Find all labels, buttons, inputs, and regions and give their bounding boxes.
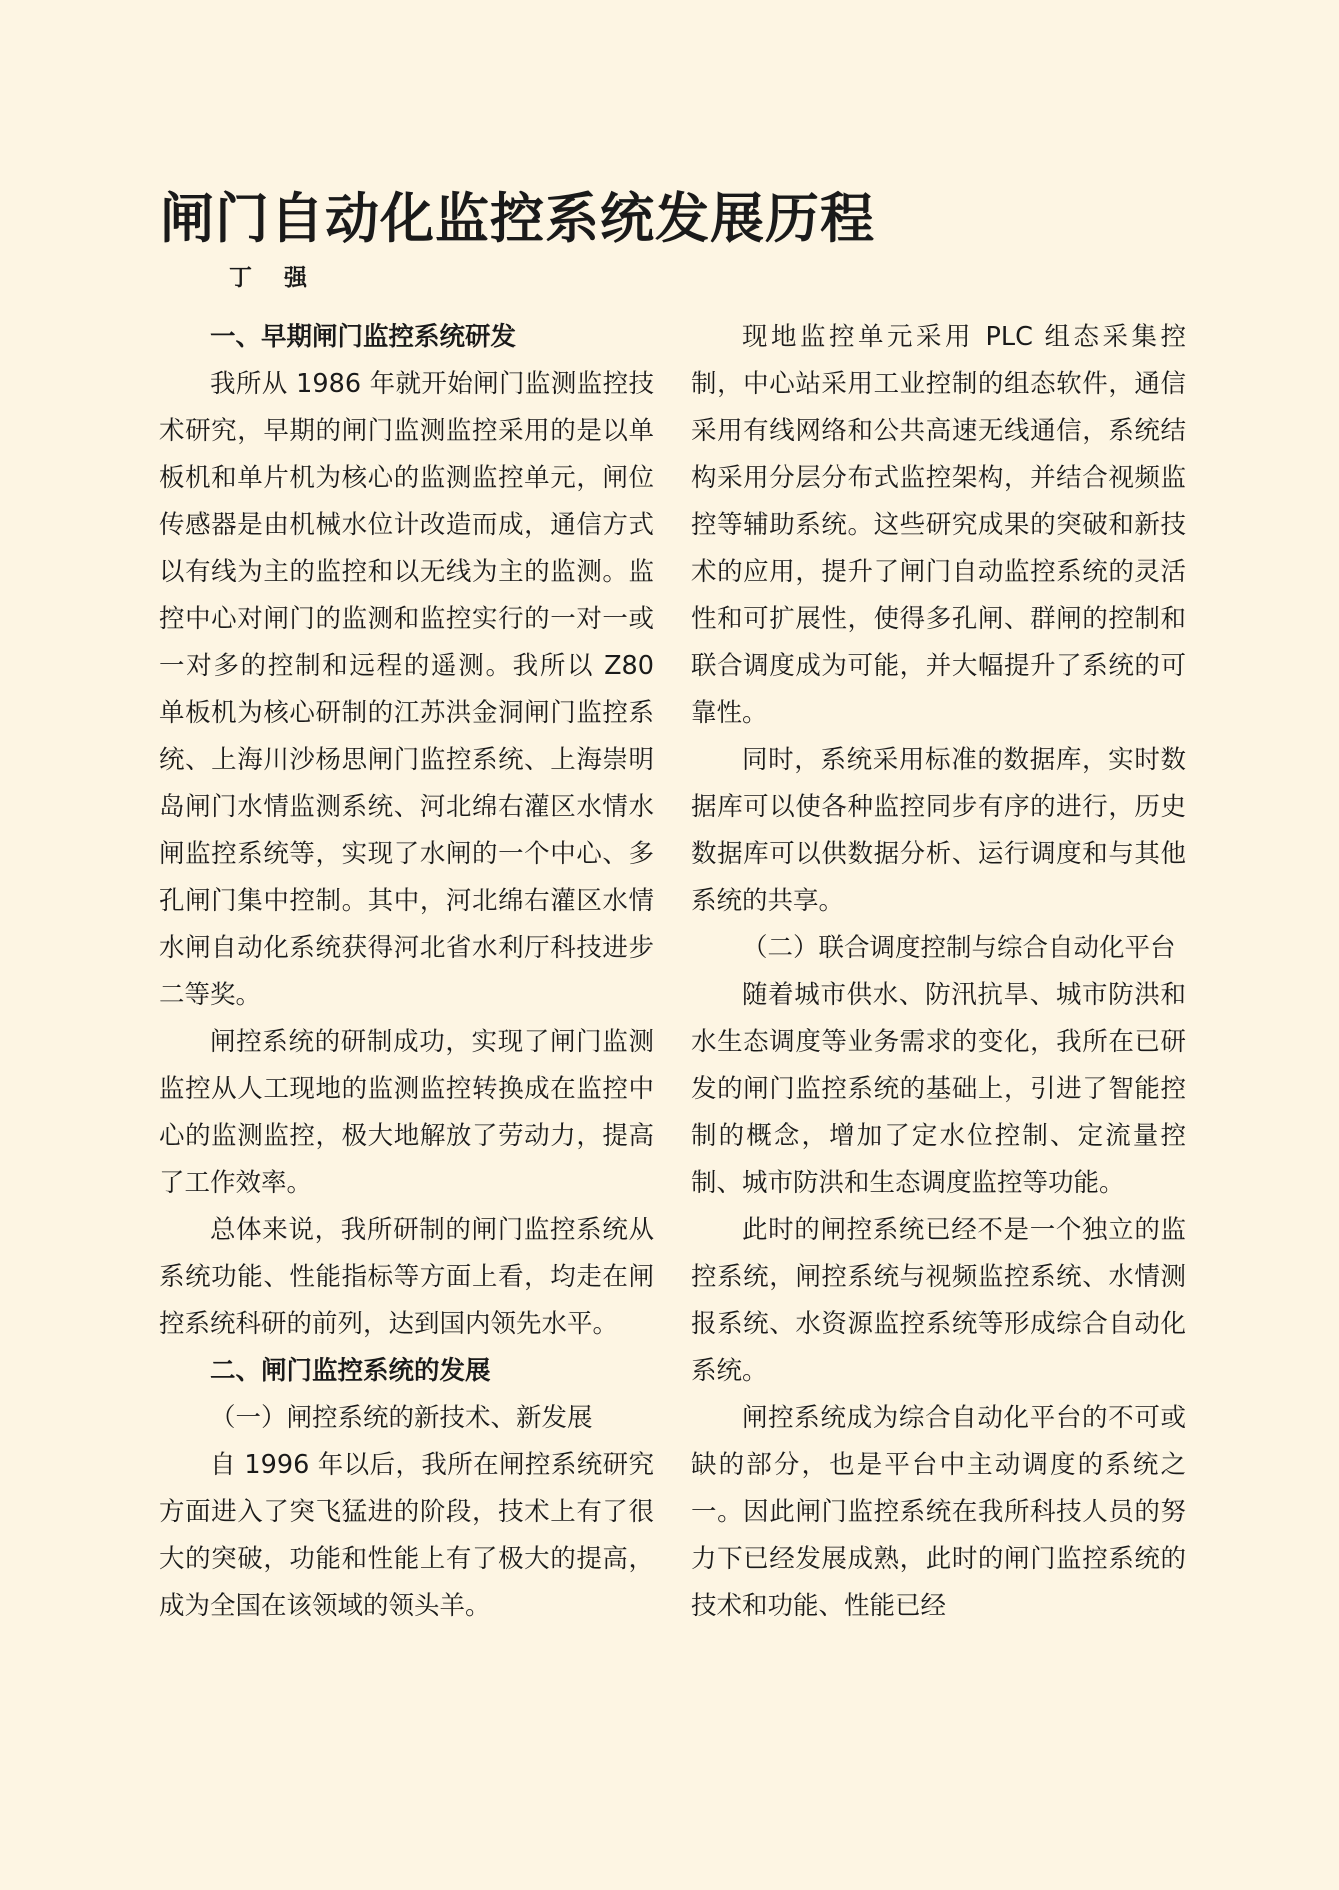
- paragraph: 总体来说，我所研制的闸门监控系统从系统功能、性能指标等方面上看，均走在闸控系统科研的前列，达到国内领先水平。: [159, 1215, 654, 1339]
- article-author: 丁 强: [229, 265, 320, 291]
- subsection-heading: （一）闸控系统的新技术、新发展: [210, 1403, 593, 1433]
- section-heading: 一、早期闸门监控系统研发: [210, 322, 517, 352]
- paragraph: 此时的闸控系统已经不是一个独立的监控系统，闸控系统与视频监控系统、水情测报系统、水资源监控系统等形成综合自动化系统。: [691, 1215, 1186, 1386]
- section-heading: 二、闸门监控系统的发展: [210, 1356, 491, 1386]
- paragraph: 现地监控单元采用 PLC 组态采集控制，中心站采用工业控制的组态软件，通信采用有线网络和公共高速无线通信，系统结构采用分层分布式监控架构，并结合视频监控等辅助系统。这些研究成果的突破和新技术的应用，提升了闸门自动监控系统的灵活性和可扩展性，使得多孔闸、群闸的控制和联合调度成为可能，并大幅提升了系统的可靠性。: [691, 322, 1186, 728]
- right-column: [691, 314, 1186, 1630]
- article-title: 闸门自动化监控系统发展历程: [160, 186, 875, 250]
- subsection-heading: （二）联合调度控制与综合自动化平台: [742, 933, 1176, 963]
- paragraph: 同时，系统采用标准的数据库，实时数据库可以使各种监控同步有序的进行，历史数据库可以供数据分析、运行调度和与其他系统的共享。: [691, 745, 1186, 916]
- paragraph: 闸控系统的研制成功，实现了闸门监测监控从人工现地的监测监控转换成在监控中心的监测监控，极大地解放了劳动力，提高了工作效率。: [159, 1027, 654, 1198]
- paragraph: 自 1996 年以后，我所在闸控系统研究方面进入了突飞猛进的阶段，技术上有了很大的突破，功能和性能上有了极大的提高，成为全国在该领域的领头羊。: [159, 1450, 654, 1621]
- paragraph: 我所从 1986 年就开始闸门监测监控技术研究，早期的闸门监测监控采用的是以单板机和单片机为核心的监测监控单元，闸位传感器是由机械水位计改造而成，通信方式以有线为主的监控和以无线为主的监测。监控中心对闸门的监测和监控实行的一对一或一对多的控制和远程的遥测。我所以 Z80 单板机为核心研制的江苏洪金洞闸门监控系统、上海川沙杨思闸门监控系统、上海崇明岛闸门水情监测系统、河北绵右灌区水情水闸监控系统等，实现了水闸的一个中心、多孔闸门集中控制。其中，河北绵右灌区水情水闸自动化系统获得河北省水利厅科技进步二等奖。: [159, 369, 654, 1010]
- paragraph: 随着城市供水、防汛抗旱、城市防洪和水生态调度等业务需求的变化，我所在已研发的闸门监控系统的基础上，引进了智能控制的概念，增加了定水位控制、定流量控制、城市防洪和生态调度监控等功能。: [691, 980, 1186, 1198]
- paragraph: 闸控系统成为综合自动化平台的不可或缺的部分，也是平台中主动调度的系统之一。因此闸门监控系统在我所科技人员的努力下已经发展成熟，此时的闸门监控系统的技术和功能、性能已经: [691, 1403, 1186, 1621]
- left-column: [159, 314, 654, 1630]
